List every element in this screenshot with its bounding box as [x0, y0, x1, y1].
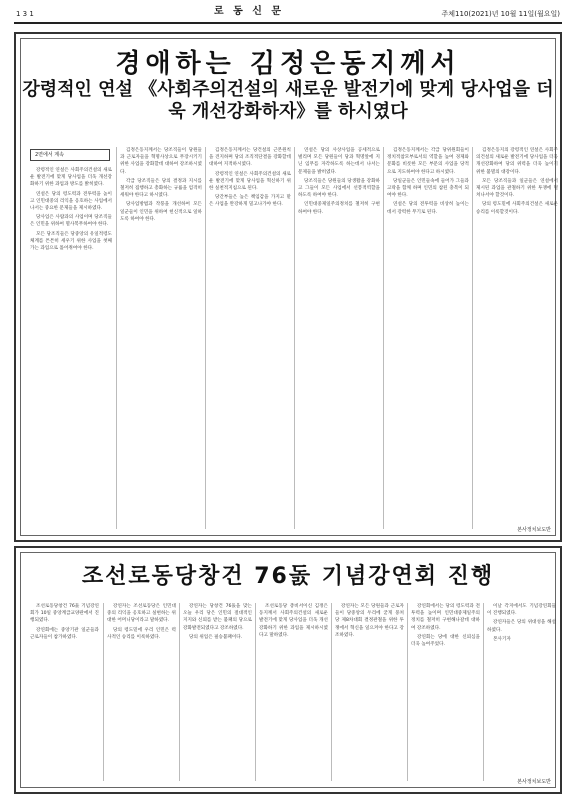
paragraph: 모든 당조직들은 당중앙의 유일적령도체계를 튼튼히 세우기 위한 사업을 첫째가는 과업으로 틀어쥐여야 한다. — [30, 231, 112, 252]
paragraph: 강연자는 당창건 76돐을 맞는 오늘 우리 당은 인민의 절대적인 지지와 신뢰를 받는 불패의 당으로 강화발전되였다고 강조하였다. — [183, 604, 252, 631]
paragraph: 연설은 당의 전투력을 비상히 높이는데서 강력한 무기로 된다. — [387, 202, 469, 215]
paragraph: 당간부들은 높은 책임감을 가지고 맡은 사업을 완강하게 밀고나가야 한다. — [209, 195, 291, 208]
article-body — [27, 603, 556, 781]
continued-label-text: 2면에서 계속 — [35, 152, 64, 158]
paragraph: 강연회에는 중앙기관 일군들과 근로자들이 참가하였다. — [30, 627, 99, 640]
paragraph: 본사기자 — [493, 636, 511, 642]
article-headline: 조선로동당창건 76돐 기념강연회 진행 — [81, 564, 495, 589]
paragraph: 연설은 당의 령도력과 전투력을 높이고 인민대중의 리익을 옹호하는 사업에서 나서는 중요한 문제들을 제시하였다. — [30, 191, 112, 212]
article-lecture-meeting — [14, 546, 562, 794]
paragraph: 당조직들은 당원들의 당생활을 강화하고 그들이 모든 사업에서 선봉적역할을 하도록 하여야 한다. — [298, 178, 380, 199]
text-column — [331, 603, 406, 781]
paragraph: 강령적인 연설은 사회주의건설의 새로운 발전기에 맞게 당사업을 더욱 개선강화하기 위한 과업과 방도를 밝히였다. — [30, 168, 112, 188]
text-column — [27, 147, 114, 529]
paragraph: 조선로동당창건 76돐 기념강연회가 10일 중앙계급교양관에서 진행되였다. — [30, 604, 99, 624]
paragraph: 각급 당조직들은 당의 결정과 지시를 철저히 집행하고 총화하는 규률을 엄격히 세워야 한다고 하시였다. — [120, 178, 202, 199]
issue-date: 주체110(2021)년 10월 11일(월요일) — [441, 10, 560, 18]
text-column — [407, 603, 482, 781]
paragraph: 강연자들은 당의 위대성을 해설하였다. — [487, 620, 556, 633]
text-column — [472, 147, 560, 529]
article-credit: 본사정치보도반 — [517, 527, 551, 533]
paragraph: 당의 위업은 필승불패이다. — [189, 634, 243, 640]
paragraph: 조선로동당 총비서이신 김정은동지께서 사회주의건설의 새로운 발전기에 맞게 당사업을 더욱 개선강화하기 위한 과업을 제시하시였다고 말하였다. — [259, 604, 328, 638]
paragraph: 강연자는 조선로동당은 인민대중의 리익을 옹호하고 실현하는 위대한 어머니당이라고 말하였다. — [107, 604, 176, 624]
paragraph: 김정은동지께서는 각급 당위원회들이 정치적참모부로서의 역할을 높여 경제와 문화를 비롯한 모든 부문의 사업을 당적으로 지도하여야 한다고 하시였다. — [387, 148, 469, 175]
paragraph: 연설은 당의 사상사업을 공세적으로 벌리며 모든 당원들이 당과 혁명앞에 지닌 임무를 자각하도록 하는데서 나서는 문제들을 밝히였다. — [298, 148, 380, 175]
article-inner-frame — [20, 552, 556, 788]
paragraph: 당의 령도밑에 사회주의건설은 새로운 승리를 이룩할것이다. — [476, 202, 558, 215]
paragraph: 김정은동지께서는 당조직들이 당원들과 근로자들을 혁명사상으로 무장시키기 위한 사업을 강화할데 대하여 강조하시였다. — [120, 148, 202, 175]
text-column — [255, 603, 330, 781]
text-column — [116, 147, 204, 529]
text-column — [483, 603, 558, 781]
paragraph: 당의 령도밑에 우리 인민은 력사적인 승리를 이룩하였다. — [107, 627, 176, 640]
article-body — [27, 147, 558, 529]
paragraph: 모든 당조직들과 일군들은 연설에서 제시된 과업을 관철하기 위한 투쟁에 떨쳐나서야 할것이다. — [476, 178, 558, 199]
paragraph: 인민대중제일주의정치를 철저히 구현하여야 한다. — [298, 202, 380, 215]
article-kim-speech — [14, 32, 562, 542]
text-column — [27, 603, 101, 781]
article-credit: 본사정치보도반 — [517, 779, 551, 785]
text-column — [103, 603, 178, 781]
text-column — [294, 147, 382, 529]
continued-label — [30, 149, 110, 161]
article-inner-frame — [20, 38, 556, 536]
paragraph: 당사업방법과 작풍을 개선하여 모든 일군들이 인민을 위하여 헌신적으로 일하도록 하여야 한다. — [120, 202, 202, 222]
paper-name: 로 동 신 문 — [214, 6, 285, 17]
text-column — [383, 147, 471, 529]
paragraph: 이날 각지에서도 기념강연회들이 진행되였다. — [487, 604, 556, 617]
paragraph: 당일군들은 인민들속에 들어가 그들과 고락을 함께 하며 인민의 참된 충복이 되여야 한다. — [387, 178, 469, 199]
paragraph: 김정은동지의 강령적인 연설은 사회주의건설의 새로운 발전기에 당사업을 더욱 개선강화하여 당의 위력을 더욱 높이기 위한 불멸의 대강이다. — [476, 148, 558, 175]
text-column — [205, 147, 293, 529]
paragraph: 강령적인 연설은 사회주의건설의 새로운 발전기에 맞게 당사업을 혁신하기 위한 실천적지침으로 된다. — [209, 171, 291, 192]
paragraph: 강연회에서는 당의 령도력과 전투력을 높이며 인민대중제일주의정치를 철저히 구현해나갈데 대하여 강조하였다. — [411, 604, 480, 631]
paragraph: 김정은동지께서는 당건설의 근본원칙을 견지하며 당의 조직적단결을 강화할데 대하여 지적하시였다. — [209, 148, 291, 168]
paragraph: 강연회는 당에 대한 신뢰심을 더욱 높여주었다. — [411, 634, 480, 648]
article-headline: 경애하는 김정은동지께서 — [115, 49, 461, 79]
article-subheadline: 강령적인 연설 《사회주의건설의 새로운 발전기에 맞게 당사업을 더욱 개선강화하자》를 하시였다 — [22, 79, 554, 122]
paragraph: 강연자는 모든 당원들과 근로자들이 당중앙의 두리에 굳게 뭉쳐 당 제8차대회 결정관철을 위한 투쟁에서 혁신을 일으켜야 한다고 강조하였다. — [335, 604, 404, 638]
page-number: 1 3 1 — [16, 10, 34, 18]
text-column — [179, 603, 254, 781]
paragraph: 당사업은 사람과의 사업이며 당조직들은 인민을 위하여 멸사복무하여야 한다. — [30, 215, 112, 228]
masthead — [14, 6, 562, 24]
newspaper-page — [14, 6, 562, 794]
